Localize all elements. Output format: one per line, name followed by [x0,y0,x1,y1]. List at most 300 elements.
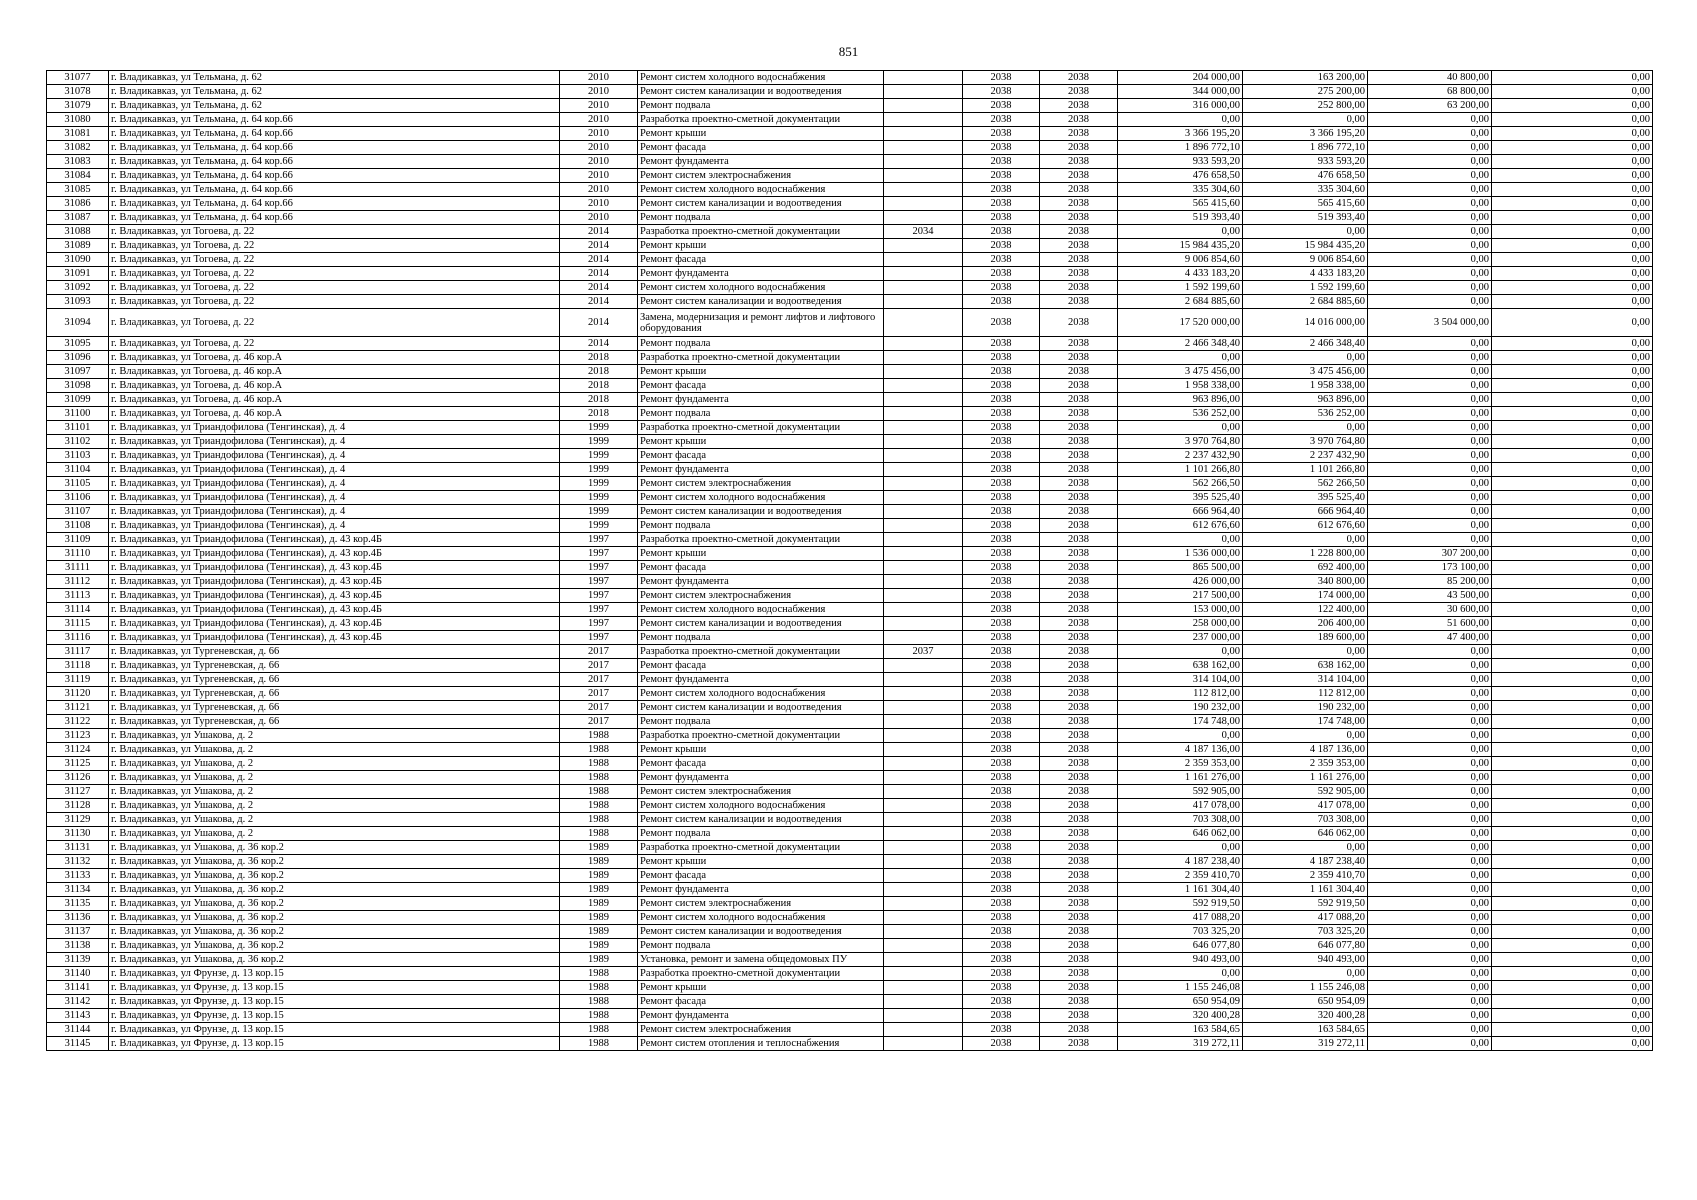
cell-total-cost: 426 000,00 [1118,575,1243,589]
cell-start-year: 2038 [963,169,1040,183]
cell-planned-year [884,729,963,743]
cell-owners-amount: 0,00 [1368,897,1492,911]
cell-other-amount: 0,00 [1492,771,1653,785]
cell-row-number: 31138 [47,939,109,953]
cell-start-year: 2038 [963,435,1040,449]
cell-address: г. Владикавказ, ул Ушакова, д. 2 [109,757,560,771]
table-row [47,379,1653,393]
cell-start-year: 2038 [963,841,1040,855]
cell-start-year: 2038 [963,351,1040,365]
cell-end-year: 2038 [1040,925,1118,939]
table-row [47,743,1653,757]
cell-other-amount: 0,00 [1492,113,1653,127]
cell-start-year: 2038 [963,533,1040,547]
cell-owners-amount: 43 500,00 [1368,589,1492,603]
cell-planned-year [884,547,963,561]
cell-total-cost: 319 272,11 [1118,1037,1243,1051]
cell-owners-amount: 0,00 [1368,533,1492,547]
cell-start-year: 2038 [963,547,1040,561]
cell-work-type: Ремонт систем холодного водоснабжения [638,491,884,505]
cell-row-number: 31126 [47,771,109,785]
table-row [47,239,1653,253]
cell-total-cost: 0,00 [1118,533,1243,547]
table-row [47,603,1653,617]
cell-end-year: 2038 [1040,295,1118,309]
cell-planned-year [884,71,963,85]
cell-fund-amount: 9 006 854,60 [1243,253,1368,267]
cell-start-year: 2038 [963,827,1040,841]
cell-end-year: 2038 [1040,421,1118,435]
cell-commission-year: 2014 [560,267,638,281]
cell-row-number: 31113 [47,589,109,603]
cell-start-year: 2038 [963,995,1040,1009]
cell-planned-year [884,855,963,869]
cell-end-year: 2038 [1040,939,1118,953]
cell-work-type: Ремонт систем холодного водоснабжения [638,799,884,813]
cell-address: г. Владикавказ, ул Фрунзе, д. 13 кор.15 [109,1009,560,1023]
cell-row-number: 31109 [47,533,109,547]
cell-end-year: 2038 [1040,477,1118,491]
cell-end-year: 2038 [1040,659,1118,673]
cell-commission-year: 2010 [560,71,638,85]
cell-commission-year: 2010 [560,197,638,211]
cell-other-amount: 0,00 [1492,659,1653,673]
cell-start-year: 2038 [963,295,1040,309]
table-row [47,631,1653,645]
cell-address: г. Владикавказ, ул Тогоева, д. 46 кор.А [109,351,560,365]
table-row [47,1037,1653,1051]
cell-planned-year [884,617,963,631]
cell-commission-year: 2010 [560,183,638,197]
cell-fund-amount: 703 308,00 [1243,813,1368,827]
cell-start-year: 2038 [963,855,1040,869]
cell-address: г. Владикавказ, ул Ушакова, д. 2 [109,729,560,743]
cell-total-cost: 562 266,50 [1118,477,1243,491]
cell-start-year: 2038 [963,757,1040,771]
cell-commission-year: 2017 [560,673,638,687]
cell-total-cost: 0,00 [1118,841,1243,855]
cell-commission-year: 1999 [560,435,638,449]
cell-row-number: 31145 [47,1037,109,1051]
cell-commission-year: 2010 [560,141,638,155]
cell-owners-amount: 0,00 [1368,757,1492,771]
cell-work-type: Ремонт систем канализации и водоотведения [638,925,884,939]
cell-work-type: Ремонт систем электроснабжения [638,897,884,911]
cell-end-year: 2038 [1040,617,1118,631]
cell-other-amount: 0,00 [1492,855,1653,869]
cell-commission-year: 2018 [560,407,638,421]
cell-address: г. Владикавказ, ул Тельмана, д. 64 кор.66 [109,211,560,225]
cell-commission-year: 2017 [560,659,638,673]
cell-owners-amount: 51 600,00 [1368,617,1492,631]
cell-owners-amount: 0,00 [1368,267,1492,281]
cell-commission-year: 2014 [560,253,638,267]
cell-end-year: 2038 [1040,197,1118,211]
cell-owners-amount: 0,00 [1368,967,1492,981]
cell-start-year: 2038 [963,631,1040,645]
cell-commission-year: 1997 [560,575,638,589]
cell-end-year: 2038 [1040,1023,1118,1037]
cell-planned-year [884,155,963,169]
table-row [47,505,1653,519]
cell-fund-amount: 0,00 [1243,967,1368,981]
cell-work-type: Установка, ремонт и замена общедомовых ПУ [638,953,884,967]
cell-row-number: 31101 [47,421,109,435]
cell-fund-amount: 940 493,00 [1243,953,1368,967]
cell-end-year: 2038 [1040,813,1118,827]
cell-other-amount: 0,00 [1492,715,1653,729]
cell-row-number: 31103 [47,449,109,463]
cell-total-cost: 174 748,00 [1118,715,1243,729]
cell-planned-year [884,953,963,967]
cell-address: г. Владикавказ, ул Триандофилова (Тенгинская), д. 43 кор.4Б [109,561,560,575]
cell-owners-amount: 0,00 [1368,1009,1492,1023]
cell-address: г. Владикавказ, ул Тельмана, д. 64 кор.66 [109,127,560,141]
cell-planned-year [884,449,963,463]
cell-work-type: Ремонт систем холодного водоснабжения [638,71,884,85]
cell-owners-amount: 0,00 [1368,785,1492,799]
cell-owners-amount: 0,00 [1368,253,1492,267]
cell-planned-year [884,309,963,337]
cell-commission-year: 1988 [560,743,638,757]
cell-address: г. Владикавказ, ул Фрунзе, д. 13 кор.15 [109,1023,560,1037]
cell-other-amount: 0,00 [1492,533,1653,547]
cell-row-number: 31123 [47,729,109,743]
cell-planned-year [884,771,963,785]
cell-address: г. Владикавказ, ул Триандофилова (Тенгинская), д. 43 кор.4Б [109,575,560,589]
cell-other-amount: 0,00 [1492,519,1653,533]
cell-start-year: 2038 [963,407,1040,421]
cell-work-type: Ремонт подвала [638,631,884,645]
cell-commission-year: 1989 [560,883,638,897]
cell-row-number: 31108 [47,519,109,533]
cell-total-cost: 237 000,00 [1118,631,1243,645]
cell-work-type: Ремонт фундамента [638,673,884,687]
cell-owners-amount: 0,00 [1368,911,1492,925]
cell-planned-year [884,701,963,715]
cell-end-year: 2038 [1040,827,1118,841]
cell-owners-amount: 68 800,00 [1368,85,1492,99]
cell-start-year: 2038 [963,225,1040,239]
cell-planned-year [884,253,963,267]
cell-address: г. Владикавказ, ул Тельмана, д. 62 [109,71,560,85]
cell-start-year: 2038 [963,869,1040,883]
cell-address: г. Владикавказ, ул Триандофилова (Тенгинская), д. 43 кор.4Б [109,589,560,603]
cell-address: г. Владикавказ, ул Тогоева, д. 22 [109,253,560,267]
cell-row-number: 31086 [47,197,109,211]
cell-row-number: 31124 [47,743,109,757]
cell-start-year: 2038 [963,141,1040,155]
cell-commission-year: 1999 [560,421,638,435]
cell-total-cost: 536 252,00 [1118,407,1243,421]
cell-address: г. Владикавказ, ул Тельмана, д. 64 кор.66 [109,113,560,127]
table-row [47,897,1653,911]
cell-total-cost: 0,00 [1118,729,1243,743]
cell-address: г. Владикавказ, ул Тельмана, д. 64 кор.66 [109,183,560,197]
cell-other-amount: 0,00 [1492,869,1653,883]
table-row [47,925,1653,939]
table-row [47,841,1653,855]
cell-other-amount: 0,00 [1492,687,1653,701]
cell-start-year: 2038 [963,1009,1040,1023]
cell-start-year: 2038 [963,379,1040,393]
cell-total-cost: 646 077,80 [1118,939,1243,953]
cell-start-year: 2038 [963,211,1040,225]
cell-address: г. Владикавказ, ул Триандофилова (Тенгинская), д. 4 [109,449,560,463]
table-row [47,337,1653,351]
cell-planned-year [884,169,963,183]
cell-fund-amount: 565 415,60 [1243,197,1368,211]
cell-end-year: 2038 [1040,911,1118,925]
cell-fund-amount: 1 896 772,10 [1243,141,1368,155]
cell-planned-year [884,687,963,701]
cell-other-amount: 0,00 [1492,813,1653,827]
cell-commission-year: 1988 [560,729,638,743]
cell-fund-amount: 395 525,40 [1243,491,1368,505]
cell-work-type: Замена, модернизация и ремонт лифтов и лифтового оборудования [638,309,884,337]
cell-other-amount: 0,00 [1492,225,1653,239]
cell-owners-amount: 0,00 [1368,351,1492,365]
cell-work-type: Ремонт систем холодного водоснабжения [638,687,884,701]
cell-commission-year: 1997 [560,561,638,575]
cell-work-type: Разработка проектно-сметной документации [638,967,884,981]
cell-end-year: 2038 [1040,687,1118,701]
cell-fund-amount: 163 200,00 [1243,71,1368,85]
cell-commission-year: 1988 [560,813,638,827]
cell-owners-amount: 30 600,00 [1368,603,1492,617]
cell-end-year: 2038 [1040,897,1118,911]
cell-end-year: 2038 [1040,701,1118,715]
cell-address: г. Владикавказ, ул Тельмана, д. 64 кор.66 [109,155,560,169]
cell-total-cost: 3 970 764,80 [1118,435,1243,449]
cell-fund-amount: 519 393,40 [1243,211,1368,225]
cell-commission-year: 1988 [560,757,638,771]
cell-fund-amount: 650 954,09 [1243,995,1368,1009]
cell-total-cost: 395 525,40 [1118,491,1243,505]
cell-work-type: Ремонт фасада [638,995,884,1009]
table-row [47,407,1653,421]
table-row [47,659,1653,673]
cell-work-type: Ремонт подвала [638,715,884,729]
table-row [47,295,1653,309]
cell-fund-amount: 1 592 199,60 [1243,281,1368,295]
cell-fund-amount: 0,00 [1243,351,1368,365]
cell-end-year: 2038 [1040,141,1118,155]
cell-work-type: Ремонт крыши [638,855,884,869]
cell-end-year: 2038 [1040,253,1118,267]
cell-address: г. Владикавказ, ул Триандофилова (Тенгинская), д. 4 [109,421,560,435]
cell-planned-year [884,365,963,379]
cell-address: г. Владикавказ, ул Фрунзе, д. 13 кор.15 [109,1037,560,1051]
cell-total-cost: 565 415,60 [1118,197,1243,211]
cell-commission-year: 1988 [560,967,638,981]
cell-address: г. Владикавказ, ул Ушакова, д. 36 кор.2 [109,925,560,939]
cell-end-year: 2038 [1040,435,1118,449]
cell-other-amount: 0,00 [1492,309,1653,337]
cell-work-type: Ремонт фасада [638,449,884,463]
cell-other-amount: 0,00 [1492,617,1653,631]
cell-address: г. Владикавказ, ул Фрунзе, д. 13 кор.15 [109,981,560,995]
cell-end-year: 2038 [1040,85,1118,99]
cell-planned-year [884,673,963,687]
cell-total-cost: 592 905,00 [1118,785,1243,799]
cell-other-amount: 0,00 [1492,253,1653,267]
cell-planned-year [884,967,963,981]
cell-work-type: Ремонт фундамента [638,267,884,281]
table-row [47,113,1653,127]
page-number: 851 [838,44,859,59]
cell-fund-amount: 0,00 [1243,645,1368,659]
cell-other-amount: 0,00 [1492,127,1653,141]
cell-commission-year: 1988 [560,799,638,813]
cell-row-number: 31077 [47,71,109,85]
cell-row-number: 31133 [47,869,109,883]
cell-work-type: Ремонт систем канализации и водоотведения [638,505,884,519]
cell-address: г. Владикавказ, ул Триандофилова (Тенгинская), д. 4 [109,491,560,505]
table-row [47,645,1653,659]
table-row [47,729,1653,743]
cell-planned-year [884,995,963,1009]
cell-work-type: Ремонт систем холодного водоснабжения [638,183,884,197]
cell-owners-amount: 0,00 [1368,799,1492,813]
cell-total-cost: 940 493,00 [1118,953,1243,967]
cell-total-cost: 0,00 [1118,967,1243,981]
cell-commission-year: 1997 [560,533,638,547]
cell-fund-amount: 1 101 266,80 [1243,463,1368,477]
cell-fund-amount: 1 958 338,00 [1243,379,1368,393]
cell-end-year: 2038 [1040,519,1118,533]
cell-planned-year [884,421,963,435]
cell-commission-year: 1989 [560,925,638,939]
cell-fund-amount: 1 161 276,00 [1243,771,1368,785]
cell-row-number: 31092 [47,281,109,295]
cell-planned-year [884,1009,963,1023]
cell-fund-amount: 314 104,00 [1243,673,1368,687]
cell-address: г. Владикавказ, ул Тогоева, д. 22 [109,295,560,309]
cell-total-cost: 666 964,40 [1118,505,1243,519]
cell-commission-year: 1999 [560,519,638,533]
cell-total-cost: 217 500,00 [1118,589,1243,603]
table-row [47,575,1653,589]
cell-end-year: 2038 [1040,883,1118,897]
cell-address: г. Владикавказ, ул Тельмана, д. 62 [109,85,560,99]
table-row [47,351,1653,365]
cell-other-amount: 0,00 [1492,1037,1653,1051]
cell-other-amount: 0,00 [1492,841,1653,855]
cell-fund-amount: 0,00 [1243,113,1368,127]
cell-commission-year: 2017 [560,645,638,659]
cell-planned-year: 2034 [884,225,963,239]
table-row [47,953,1653,967]
cell-work-type: Ремонт систем канализации и водоотведения [638,701,884,715]
cell-row-number: 31110 [47,547,109,561]
cell-fund-amount: 163 584,65 [1243,1023,1368,1037]
cell-row-number: 31141 [47,981,109,995]
cell-other-amount: 0,00 [1492,995,1653,1009]
cell-other-amount: 0,00 [1492,645,1653,659]
cell-row-number: 31091 [47,267,109,281]
cell-address: г. Владикавказ, ул Тогоева, д. 22 [109,309,560,337]
cell-fund-amount: 0,00 [1243,533,1368,547]
cell-end-year: 2038 [1040,505,1118,519]
table-row [47,449,1653,463]
cell-start-year: 2038 [963,449,1040,463]
cell-address: г. Владикавказ, ул Тогоева, д. 46 кор.А [109,365,560,379]
cell-start-year: 2038 [963,939,1040,953]
cell-other-amount: 0,00 [1492,505,1653,519]
cell-total-cost: 592 919,50 [1118,897,1243,911]
cell-owners-amount: 0,00 [1368,141,1492,155]
cell-address: г. Владикавказ, ул Ушакова, д. 36 кор.2 [109,939,560,953]
cell-end-year: 2038 [1040,645,1118,659]
cell-fund-amount: 646 062,00 [1243,827,1368,841]
cell-work-type: Ремонт фасада [638,141,884,155]
cell-total-cost: 0,00 [1118,113,1243,127]
cell-start-year: 2038 [963,575,1040,589]
table-row [47,435,1653,449]
cell-owners-amount: 63 200,00 [1368,99,1492,113]
cell-commission-year: 1988 [560,1009,638,1023]
cell-total-cost: 1 592 199,60 [1118,281,1243,295]
cell-end-year: 2038 [1040,225,1118,239]
cell-owners-amount: 85 200,00 [1368,575,1492,589]
cell-planned-year [884,827,963,841]
table-body [47,71,1653,1051]
cell-row-number: 31130 [47,827,109,841]
cell-fund-amount: 174 000,00 [1243,589,1368,603]
cell-other-amount: 0,00 [1492,603,1653,617]
cell-row-number: 31107 [47,505,109,519]
cell-start-year: 2038 [963,155,1040,169]
cell-end-year: 2038 [1040,127,1118,141]
cell-start-year: 2038 [963,477,1040,491]
table-row [47,393,1653,407]
cell-address: г. Владикавказ, ул Триандофилова (Тенгинская), д. 4 [109,435,560,449]
table-row [47,71,1653,85]
cell-owners-amount: 0,00 [1368,687,1492,701]
cell-row-number: 31114 [47,603,109,617]
cell-fund-amount: 963 896,00 [1243,393,1368,407]
cell-address: г. Владикавказ, ул Тургеневская, д. 66 [109,673,560,687]
cell-row-number: 31105 [47,477,109,491]
cell-planned-year [884,939,963,953]
cell-row-number: 31136 [47,911,109,925]
cell-commission-year: 1989 [560,897,638,911]
cell-other-amount: 0,00 [1492,939,1653,953]
cell-fund-amount: 638 162,00 [1243,659,1368,673]
cell-work-type: Ремонт систем канализации и водоотведения [638,85,884,99]
cell-commission-year: 1989 [560,939,638,953]
cell-owners-amount: 0,00 [1368,771,1492,785]
cell-planned-year [884,113,963,127]
cell-planned-year [884,393,963,407]
cell-planned-year [884,743,963,757]
table-row [47,309,1653,337]
cell-planned-year [884,911,963,925]
cell-owners-amount: 0,00 [1368,113,1492,127]
cell-row-number: 31080 [47,113,109,127]
cell-owners-amount: 0,00 [1368,295,1492,309]
cell-row-number: 31135 [47,897,109,911]
cell-commission-year: 1989 [560,953,638,967]
cell-other-amount: 0,00 [1492,239,1653,253]
cell-other-amount: 0,00 [1492,673,1653,687]
cell-end-year: 2038 [1040,533,1118,547]
cell-start-year: 2038 [963,925,1040,939]
cell-end-year: 2038 [1040,967,1118,981]
cell-row-number: 31082 [47,141,109,155]
cell-work-type: Ремонт систем холодного водоснабжения [638,281,884,295]
